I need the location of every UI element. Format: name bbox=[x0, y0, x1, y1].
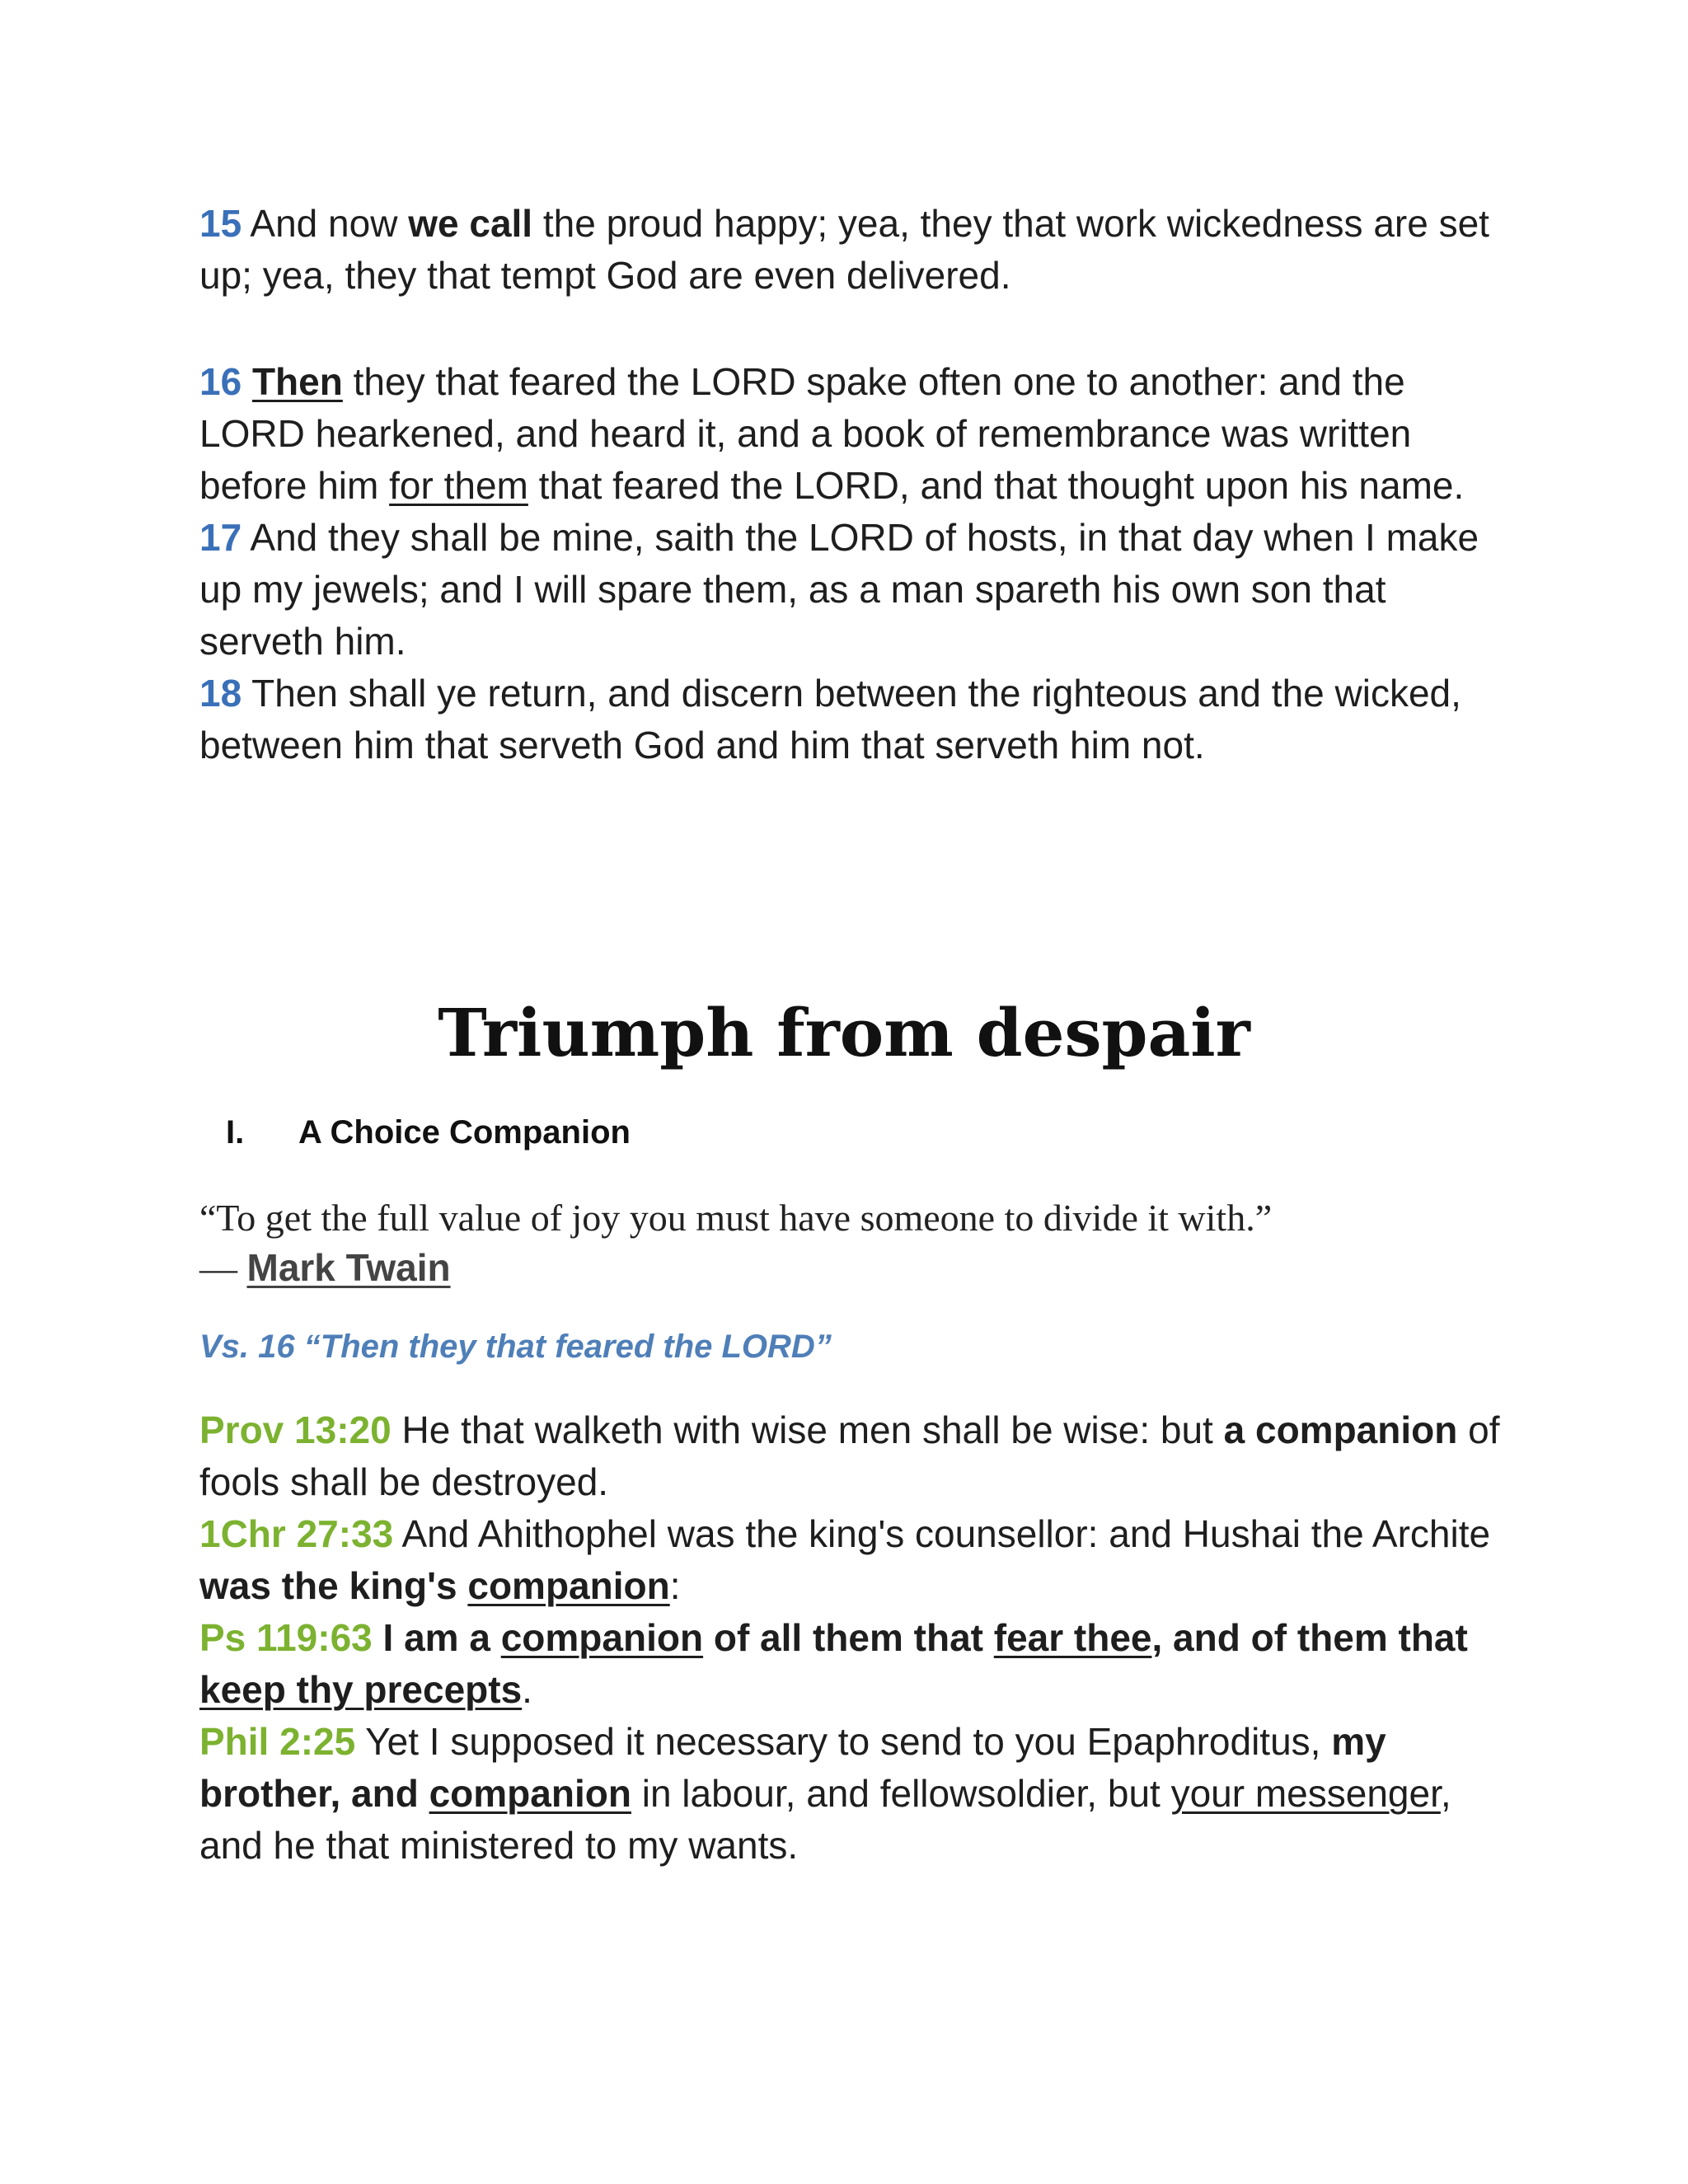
verse-text: the proud happy; yea, they that work wickedness are set up; yea, they that tempt God are even delivered. bbox=[199, 202, 1489, 297]
reference-text: of fools shall be destroyed. bbox=[199, 1408, 1500, 1503]
reference-label: 1Chr 27:33 bbox=[199, 1512, 394, 1555]
reference-underline: companion bbox=[500, 1616, 704, 1659]
verse-number: 16 bbox=[199, 360, 242, 403]
verse-block-top bbox=[199, 198, 1502, 771]
quote-dash: — bbox=[199, 1247, 247, 1289]
reference-emphasis: was the king's bbox=[199, 1564, 468, 1607]
verse-emphasis: Then bbox=[251, 360, 343, 403]
reference-emphasis: of all them that bbox=[703, 1616, 994, 1659]
verse-16 bbox=[199, 356, 1502, 512]
verse-text: And they shall be mine, saith the LORD of hosts, in that day when I make up my jewels; and I will spare them, as a man spareth his own son that serveth him. bbox=[199, 516, 1479, 663]
reference-emphasis: my brother, and bbox=[199, 1720, 1386, 1815]
reference-underline: your messenger bbox=[1170, 1772, 1441, 1815]
outline-numeral: I. bbox=[226, 1114, 245, 1151]
reference-ps bbox=[199, 1612, 1502, 1716]
outline-label: A Choice Companion bbox=[298, 1114, 631, 1151]
reference-label: Phil 2:25 bbox=[199, 1720, 356, 1763]
reference-chr bbox=[199, 1508, 1502, 1612]
verse-number: 18 bbox=[199, 672, 242, 715]
reference-underline: companion bbox=[467, 1564, 670, 1607]
verse-text: they that feared the LORD spake often one to another: and the LORD hearkened, and heard it, and a book of remembrance was written before him bbox=[199, 360, 1412, 507]
reference-text: And Ahithophel was the king's counsellor: and Hushai the Archite bbox=[393, 1512, 1491, 1555]
reference-emphasis: I am a bbox=[372, 1616, 501, 1659]
reference-label: Ps 119:63 bbox=[199, 1616, 373, 1659]
verse-emphasis: we call bbox=[408, 202, 533, 245]
reference-underline: fear thee bbox=[993, 1616, 1152, 1659]
reference-prov bbox=[199, 1404, 1502, 1508]
quote-block bbox=[199, 1193, 1272, 1293]
verse-text: Then shall ye return, and discern between the righteous and the wicked, between him that serveth God and him that serveth him not. bbox=[199, 672, 1461, 766]
verse-number: 17 bbox=[199, 516, 242, 559]
reference-phil bbox=[199, 1716, 1502, 1872]
verse-text: that feared the LORD, and that thought upon his name. bbox=[528, 464, 1465, 507]
reference-emphasis: , and of them that bbox=[1151, 1616, 1468, 1659]
reference-text: Yet I supposed it necessary to send to you Epaphroditus, bbox=[355, 1720, 1332, 1763]
reference-underline: companion bbox=[429, 1772, 631, 1815]
sermon-title: Triumph from despair bbox=[438, 994, 1250, 1071]
verse-text: And now bbox=[241, 202, 409, 245]
reference-emphasis: a companion bbox=[1223, 1408, 1458, 1451]
reference-label: Prov 13:20 bbox=[199, 1408, 392, 1451]
reference-text: in labour, and fellowsoldier, but bbox=[631, 1772, 1171, 1815]
verse-15 bbox=[199, 198, 1502, 302]
reference-text: , and he that ministered to my wants. bbox=[199, 1772, 1451, 1867]
quote-author-link[interactable]: Mark Twain bbox=[246, 1246, 451, 1289]
verse-17 bbox=[199, 512, 1502, 668]
reference-text: . bbox=[522, 1668, 532, 1711]
verse-number: 15 bbox=[199, 202, 242, 245]
quote-attribution bbox=[199, 1243, 1272, 1293]
outline-point bbox=[226, 1114, 631, 1151]
reference-underline: keep thy precepts bbox=[199, 1668, 523, 1711]
verse-heading: Vs. 16 “Then they that feared the LORD” bbox=[199, 1329, 832, 1365]
quote-text: “To get the full value of joy you must have someone to divide it with.” bbox=[199, 1197, 1273, 1239]
reference-text: He that walketh with wise men shall be wise: but bbox=[391, 1408, 1224, 1451]
verse-underline: for them bbox=[389, 464, 528, 507]
reference-text: : bbox=[669, 1564, 681, 1607]
verse-18 bbox=[199, 668, 1502, 771]
cross-references bbox=[199, 1404, 1502, 1872]
